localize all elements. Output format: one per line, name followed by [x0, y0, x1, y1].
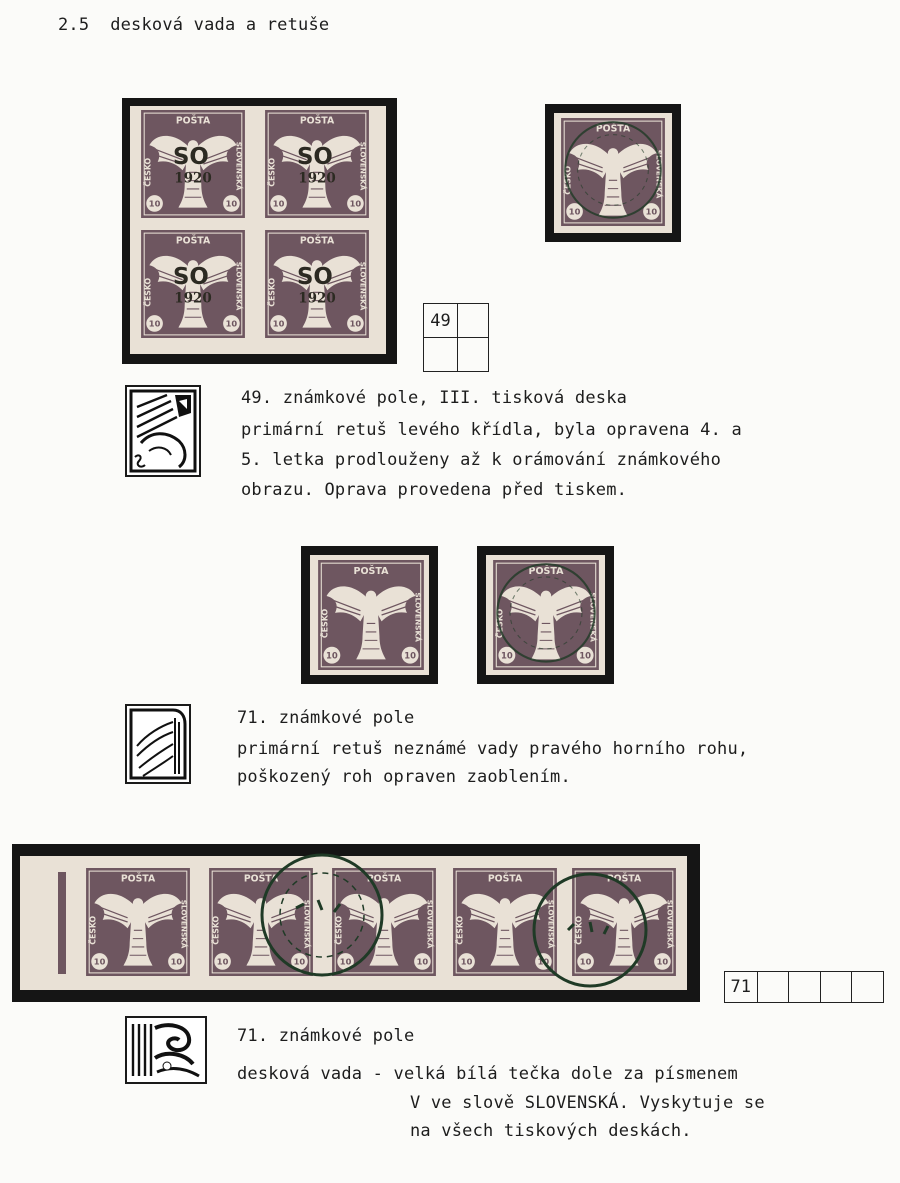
block3-line-1: 71. známkové pole: [237, 1026, 415, 1046]
svg-text:POŠTA: POŠTA: [243, 873, 279, 885]
svg-text:SLOVENSKÁ: SLOVENSKÁ: [413, 592, 423, 642]
svg-text:10: 10: [272, 318, 285, 329]
svg-text:POŠTA: POŠTA: [120, 873, 156, 885]
section-number: 2.5: [58, 15, 90, 35]
svg-text:POŠTA: POŠTA: [528, 565, 564, 577]
block1-line-3: 5. letka prodlouženy až k orámování známkového: [241, 450, 722, 470]
svg-text:SLOVENSKÁ: SLOVENSKÁ: [358, 261, 368, 311]
svg-text:POŠTA: POŠTA: [175, 115, 211, 127]
svg-text:10: 10: [293, 956, 306, 967]
svg-text:SLOVENSKÁ: SLOVENSKÁ: [234, 261, 244, 311]
svg-text:10: 10: [148, 198, 161, 209]
svg-text:ČESKO: ČESKO: [211, 915, 221, 945]
svg-text:10: 10: [148, 318, 161, 329]
svg-text:POŠTA: POŠTA: [175, 235, 211, 247]
svg-text:10: 10: [349, 198, 362, 209]
svg-text:POŠTA: POŠTA: [487, 873, 523, 885]
svg-text:SLOVENSKÁ: SLOVENSKÁ: [179, 899, 189, 949]
svg-text:SO: SO: [172, 264, 209, 290]
svg-text:SLOVENSKÁ: SLOVENSKÁ: [358, 141, 368, 191]
svg-text:10: 10: [500, 650, 513, 661]
svg-text:10: 10: [579, 956, 592, 967]
svg-text:10: 10: [225, 318, 238, 329]
svg-text:ČESKO: ČESKO: [143, 157, 153, 187]
svg-text:POŠTA: POŠTA: [595, 123, 631, 135]
block1-line-2: primární retuš levého křídla, byla opravena 4. a: [241, 420, 742, 440]
svg-text:10: 10: [272, 198, 285, 209]
svg-text:10: 10: [645, 206, 658, 217]
svg-text:1920: 1920: [174, 290, 212, 307]
detail-drawing-white-dot: [125, 1016, 207, 1084]
svg-text:SLOVENSKÁ: SLOVENSKÁ: [302, 899, 312, 949]
svg-text:SLOVENSKÁ: SLOVENSKÁ: [425, 899, 435, 949]
svg-text:1920: 1920: [298, 170, 336, 187]
svg-text:1920: 1920: [174, 170, 212, 187]
svg-text:10: 10: [537, 956, 550, 967]
svg-text:SLOVENSKÁ: SLOVENSKÁ: [588, 592, 598, 642]
block3-line-3: V ve slově SLOVENSKÁ. Vyskytuje se: [410, 1093, 765, 1113]
svg-text:10: 10: [416, 956, 429, 967]
svg-text:POŠTA: POŠTA: [606, 873, 642, 885]
svg-text:ČESKO: ČESKO: [143, 277, 153, 307]
svg-text:10: 10: [93, 956, 106, 967]
svg-text:ČESKO: ČESKO: [88, 915, 98, 945]
block3-line-4: na všech tiskových deskách.: [410, 1121, 692, 1141]
block2-line-3: poškozený roh opraven zaoblením.: [237, 767, 571, 787]
svg-text:10: 10: [216, 956, 229, 967]
svg-text:1920: 1920: [298, 290, 336, 307]
svg-text:10: 10: [170, 956, 183, 967]
svg-text:10: 10: [404, 650, 417, 661]
svg-text:POŠTA: POŠTA: [366, 873, 402, 885]
svg-text:10: 10: [339, 956, 352, 967]
svg-text:10: 10: [325, 650, 338, 661]
svg-text:ČESKO: ČESKO: [574, 915, 584, 945]
position-label: 49: [430, 310, 451, 331]
svg-text:10: 10: [460, 956, 473, 967]
svg-text:ČESKO: ČESKO: [267, 277, 277, 307]
svg-text:10: 10: [225, 198, 238, 209]
svg-text:ČESKO: ČESKO: [495, 608, 505, 639]
svg-text:10: 10: [568, 206, 581, 217]
svg-text:POŠTA: POŠTA: [299, 115, 335, 127]
svg-text:POŠTA: POŠTA: [353, 565, 389, 577]
block1-line-1: 49. známkové pole, III. tisková deska: [241, 388, 628, 408]
svg-text:ČESKO: ČESKO: [334, 915, 344, 945]
svg-text:SO: SO: [296, 264, 333, 290]
section-title: desková vada a retuše: [110, 15, 330, 35]
svg-text:SLOVENSKÁ: SLOVENSKÁ: [234, 141, 244, 191]
svg-text:ČESKO: ČESKO: [320, 608, 330, 639]
block3-line-2: desková vada - velká bílá tečka dole za písmenem: [237, 1064, 738, 1084]
svg-text:SLOVENSKÁ: SLOVENSKÁ: [654, 149, 664, 199]
svg-text:ČESKO: ČESKO: [563, 165, 573, 195]
svg-text:ČESKO: ČESKO: [267, 157, 277, 187]
position-label: 71: [730, 977, 751, 997]
block1-line-4: obrazu. Oprava provedena před tiskem.: [241, 480, 628, 500]
block2-line-1: 71. známkové pole: [237, 708, 415, 728]
svg-text:10: 10: [579, 650, 592, 661]
svg-text:SO: SO: [172, 144, 209, 170]
block2-line-2: primární retuš neznámé vady pravého horního rohu,: [237, 739, 749, 759]
position-grid-row: [724, 971, 884, 1003]
svg-text:ČESKO: ČESKO: [455, 915, 465, 945]
svg-text:10: 10: [349, 318, 362, 329]
svg-text:SLOVENSKÁ: SLOVENSKÁ: [665, 899, 675, 949]
svg-text:10: 10: [656, 956, 669, 967]
svg-text:POŠTA: POŠTA: [299, 235, 335, 247]
svg-text:SLOVENSKÁ: SLOVENSKÁ: [546, 899, 556, 949]
svg-text:SO: SO: [296, 144, 333, 170]
